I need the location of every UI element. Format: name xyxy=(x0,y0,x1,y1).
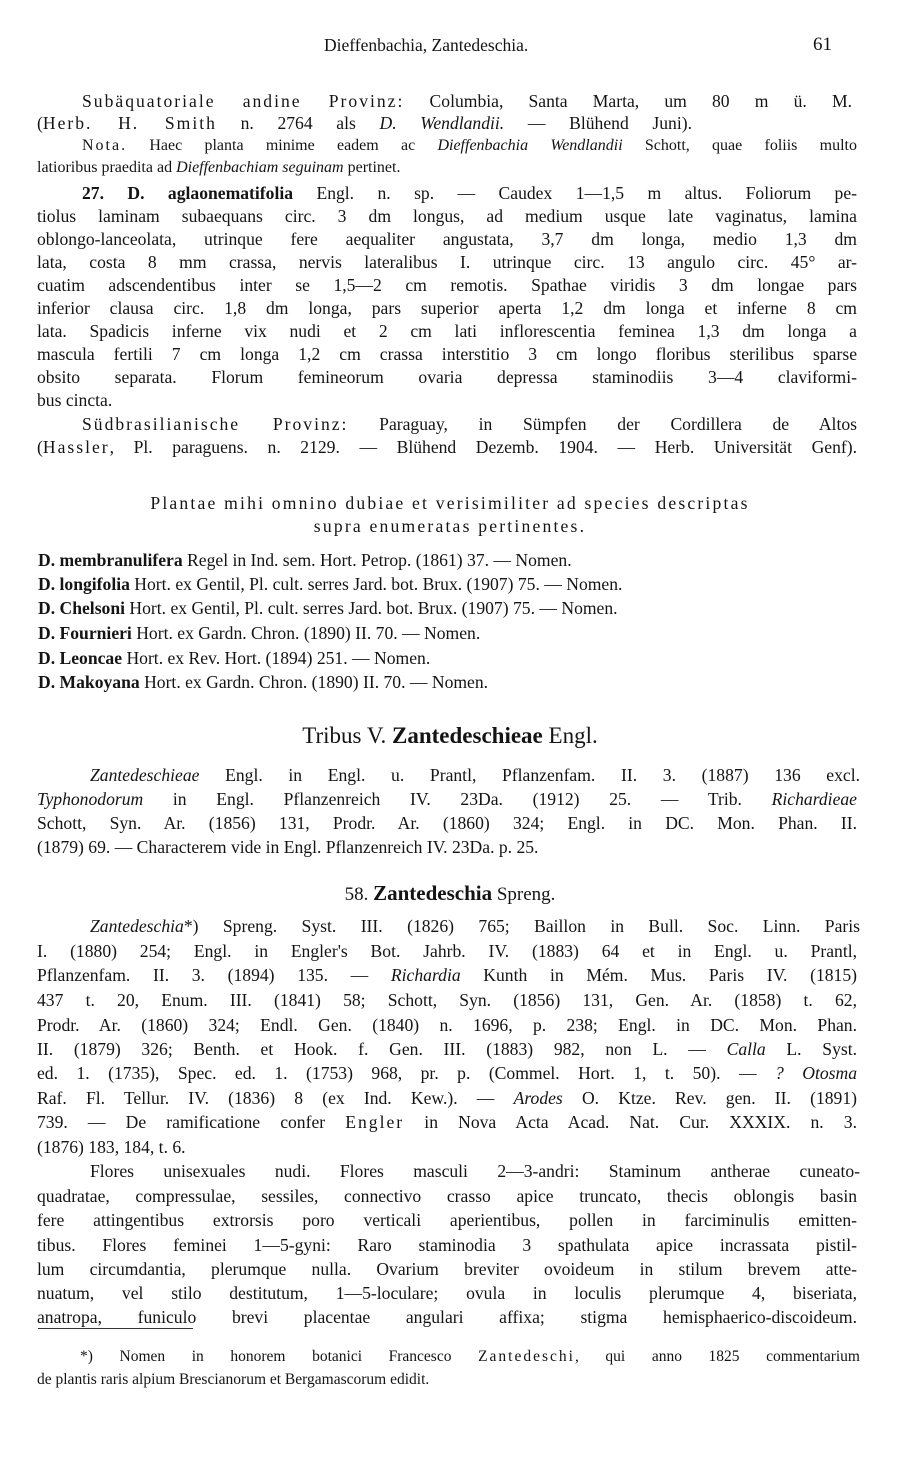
synonymy-line-5: Prodr. Ar. (1860) 324; Endl. Gen. (1840) n. 1696, p. 238; Engl. in DC. Mon. Phan. xyxy=(37,1015,857,1035)
distribution-line-2: (Herb. H. Smith n. 2764 als D. Wendlandii. — Blühend Juni). xyxy=(37,113,693,133)
species-27-line-8: mascula fertili 7 cm longa 1,2 cm crassa interstitio 3 cm longo floribus sterilibus sparse xyxy=(37,344,857,364)
species-27-line-9: obsito separata. Florum femineorum ovaria depressa staminodiis 3—4 claviformi- xyxy=(37,367,857,387)
description-line-7: anatropa, funiculo brevi placentae angulari affixa; stigma hemisphaerico-discoideum. xyxy=(37,1307,857,1327)
footnote-line-2: de plantis raris alpium Brescianorum et Bergamascorum edidit. xyxy=(37,1371,430,1388)
dubia-entry: D. Makoyana Hort. ex Gardn. Chron. (1890) II. 70. — Nomen. xyxy=(38,672,489,692)
description-line-6: nuatum, vel stilo destitutum, 1—5-loculare; ovula in loculis plerumque 4, biseriata, xyxy=(37,1283,857,1303)
dubiae-intro-line-2: supra enumeratas pertinentes. xyxy=(313,516,587,536)
tribus-line-3: Schott, Syn. Ar. (1856) 131, Prodr. Ar. (1860) 324; Engl. in DC. Mon. Phan. II. xyxy=(37,813,857,833)
species-27-distribution-2: (Hassler, Pl. paraguens. n. 2129. — Blühend Dezemb. 1904. — Herb. Universität Genf). xyxy=(37,437,857,457)
synonymy-line-10: (1876) 183, 184, t. 6. xyxy=(37,1137,186,1157)
species-27-line-4: lata, costa 8 mm crassa, nervis lateralibus I. utrinque circ. 13 angulo circ. 45° ar- xyxy=(37,252,857,272)
footnote-line-1: *) Nomen in honorem botanici Francesco Zantedeschi, qui anno 1825 commentarium xyxy=(80,1348,860,1365)
synonymy-line-9: 739. — De ramificatione confer Engler in Nova Acta Acad. Nat. Cur. XXXIX. n. 3. xyxy=(37,1112,857,1132)
synonymy-line-4: 437 t. 20, Enum. III. (1841) 58; Schott, Syn. (1856) 131, Gen. Ar. (1858) t. 62, xyxy=(37,990,857,1010)
species-27-line-1: 27. D. aglaonematifolia Engl. n. sp. — Caudex 1—1,5 m altus. Foliorum pe- xyxy=(82,183,858,203)
dubiae-intro-line-1: Plantae mihi omnino dubiae et verisimiliter ad species descriptas xyxy=(150,493,750,513)
dubia-entry: D. Chelsoni Hort. ex Gentil, Pl. cult. serres Jard. bot. Brux. (1907) 75. — Nomen. xyxy=(38,598,618,618)
description-line-2: quadratae, compressulae, sessiles, connectivo crasso apice truncato, thecis oblongis basin xyxy=(37,1186,857,1206)
page-number: 61 xyxy=(813,34,832,55)
tribus-line-2: Typhonodorum in Engl. Pflanzenreich IV. 23Da. (1912) 25. — Trib. Richardieae xyxy=(37,789,857,809)
genus-heading: 58. Zantedeschia Spreng. xyxy=(344,881,556,905)
synonymy-line-6: II. (1879) 326; Benth. et Hook. f. Gen. III. (1883) 982, non L. — Calla L. Syst. xyxy=(37,1039,857,1059)
nota-line-1: Nota. Haec planta minime eadem ac Dieffenbachia Wendlandii Schott, quae foliis multo xyxy=(82,137,858,154)
synonymy-line-3: Pflanzenfam. II. 3. (1894) 135. — Richardia Kunth in Mém. Mus. Paris IV. (1815) xyxy=(37,965,858,985)
nota-line-2: latioribus praedita ad Dieffenbachiam seguinam pertinet. xyxy=(37,159,401,176)
description-line-3: fere attingentibus extrorsis poro verticali aperientibus, pollen in farciminulis emitten- xyxy=(37,1210,857,1230)
tribus-line-1: Zantedeschieae Engl. in Engl. u. Prantl, Pflanzenfam. II. 3. (1887) 136 excl. xyxy=(90,765,860,785)
tribus-line-4: (1879) 69. — Characterem vide in Engl. Pflanzenreich IV. 23Da. p. 25. xyxy=(37,837,539,857)
species-27-distribution-1: Südbrasilianische Provinz: Paraguay, in Sümpfen der Cordillera de Altos xyxy=(82,414,857,434)
description-line-5: lum circumdantia, plerumque nulla. Ovarium breviter ovoideum in stilum brevem atte- xyxy=(37,1259,857,1279)
species-27-line-10: bus cincta. xyxy=(37,390,113,410)
synonymy-line-7: ed. 1. (1735), Spec. ed. 1. (1753) 968, pr. p. (Commel. Hort. 1, t. 50). — ? Otosma xyxy=(37,1063,857,1083)
species-27-line-5: cuatim adscendentibus inter se 1,5—2 cm remotis. Spathae viridis 3 dm longae pars xyxy=(37,275,857,295)
distribution-line-1: Subäquatoriale andine Provinz: Columbia, Santa Marta, um 80 m ü. M. xyxy=(82,91,853,111)
description-line-1: Flores unisexuales nudi. Flores masculi 2—3-andri: Staminum antherae cuneato- xyxy=(90,1161,860,1181)
footnote-rule xyxy=(38,1328,193,1329)
dubia-entry: D. longifolia Hort. ex Gentil, Pl. cult. serres Jard. bot. Brux. (1907) 75. — Nomen. xyxy=(38,574,623,594)
synonymy-line-2: I. (1880) 254; Engl. in Engler's Bot. Jahrb. IV. (1883) 64 et in Engl. u. Prantl, xyxy=(37,941,857,961)
dubia-entry: D. Fournieri Hort. ex Gardn. Chron. (1890) II. 70. — Nomen. xyxy=(38,623,481,643)
species-27-line-3: oblongo-lanceolata, utrinque fere aequaliter angustata, 3,7 dm longa, medio 1,3 dm xyxy=(37,229,857,249)
dubia-entry: D. Leoncae Hort. ex Rev. Hort. (1894) 251. — Nomen. xyxy=(38,648,431,668)
species-27-line-2: tiolus laminam subaequans circ. 3 dm longus, ad medium usque late vaginatus, lamina xyxy=(37,206,857,226)
synonymy-line-8: Raf. Fl. Tellur. IV. (1836) 8 (ex Ind. Kew.). — Arodes O. Ktze. Rev. gen. II. (1891) xyxy=(37,1088,857,1108)
dubia-entry: D. membranulifera Regel in Ind. sem. Hort. Petrop. (1861) 37. — Nomen. xyxy=(38,550,572,570)
description-line-4: tibus. Flores feminei 1—5-gyni: Raro staminodia 3 spathulata apice incrassata pistil- xyxy=(37,1235,857,1255)
running-title: Dieffenbachia, Zantedeschia. xyxy=(324,35,529,55)
tribus-heading: Tribus V. Zantedeschieae Engl. xyxy=(302,723,598,748)
synonymy-line-1: Zantedeschia*) Spreng. Syst. III. (1826) 765; Baillon in Bull. Soc. Linn. Paris xyxy=(90,916,860,936)
species-27-line-7: lata. Spadicis inferne vix nudi et 2 cm lati inflorescentia feminea 1,3 dm longa a xyxy=(37,321,857,341)
species-27-line-6: inferior clausa circ. 1,8 dm longa, pars superior aperta 1,2 dm longa et inferne 8 cm xyxy=(37,298,857,318)
